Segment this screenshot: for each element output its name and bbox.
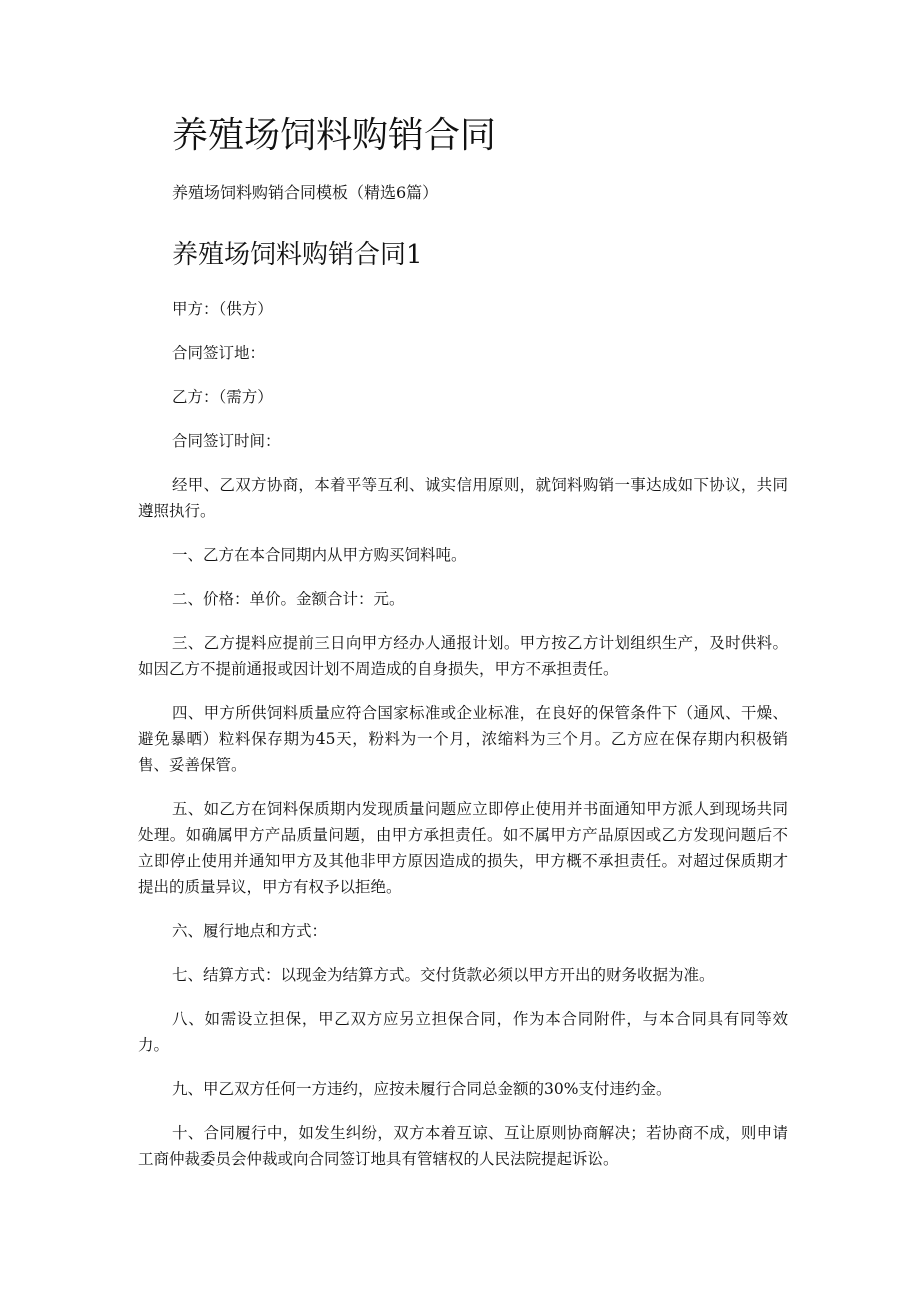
clause-1: 一、乙方在本合同期内从甲方购买饲料吨。 bbox=[172, 546, 467, 564]
clause-8: 八、如需设立担保，甲乙双方应另立担保合同，作为本合同附件，与本合同具有同等效力。 bbox=[138, 1010, 788, 1054]
document-subtitle: 养殖场饲料购销合同模板（精选6篇） bbox=[172, 183, 439, 202]
signing-time-field: 合同签订时间： bbox=[172, 432, 281, 450]
signing-place-field: 合同签订地： bbox=[172, 344, 266, 362]
clause-4: 四、甲方所供饲料质量应符合国家标准或企业标准，在良好的保管条件下（通风、干燥、避免暴晒）粒料保存期为45天，粉料为一个月，浓缩料为三个月。乙方应在保存期内积极销售、妥善保管。 bbox=[138, 704, 788, 774]
party-b-field: 乙方：（需方） bbox=[172, 388, 273, 406]
document-title: 养殖场饲料购销合同 bbox=[172, 115, 497, 156]
clause-2: 二、价格：单价。金额合计：元。 bbox=[172, 590, 405, 608]
clause-3: 三、乙方提料应提前三日向甲方经办人通报计划。甲方按乙方计划组织生产，及时供料。如因乙方不提前通报或因计划不周造成的自身损失，甲方不承担责任。 bbox=[138, 634, 788, 678]
clause-9: 九、甲乙双方任何一方违约，应按未履行合同总金额的30%支付违约金。 bbox=[172, 1080, 672, 1098]
clause-10: 十、合同履行中，如发生纠纷，双方本着互谅、互让原则协商解决；若协商不成，则申请工商仲裁委员会仲裁或向合同签订地具有管辖权的人民法院提起诉讼。 bbox=[138, 1124, 788, 1168]
section-heading: 养殖场饲料购销合同1 bbox=[172, 240, 423, 270]
party-a-field: 甲方：（供方） bbox=[172, 300, 273, 318]
clause-7: 七、结算方式：以现金为结算方式。交付货款必须以甲方开出的财务收据为准。 bbox=[172, 966, 715, 984]
intro-paragraph: 经甲、乙双方协商，本着平等互利、诚实信用原则，就饲料购销一事达成如下协议，共同遵照执行。 bbox=[138, 476, 788, 520]
contract-body bbox=[138, 296, 788, 1190]
clause-5: 五、如乙方在饲料保质期内发现质量问题应立即停止使用并书面通知甲方派人到现场共同处理。如确属甲方产品质量问题，由甲方承担责任。如不属甲方产品原因或乙方发现问题后不立即停止使用并通知甲方及其他非甲方原因造成的损失，甲方概不承担责任。对超过保质期才提出的质量异议，甲方有权予以拒绝。 bbox=[138, 800, 788, 896]
clause-6: 六、履行地点和方式： bbox=[172, 922, 328, 940]
